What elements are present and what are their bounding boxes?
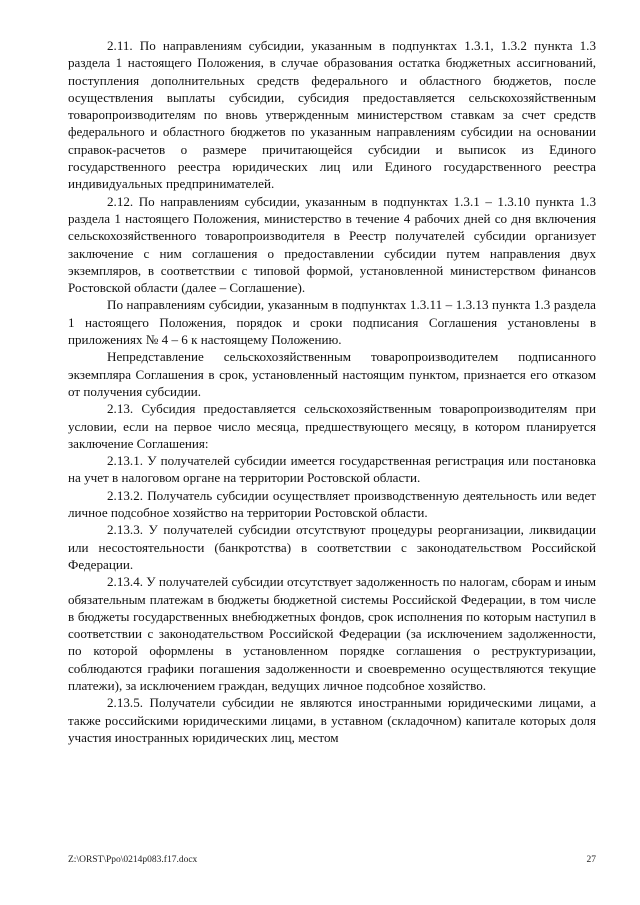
paragraph-2-12: 2.12. По направлениям субсидии, указанным в подпунктах 1.3.1 – 1.3.10 пункта 1.3 раздела 1 настоящего Положения, министерство в течение 4 рабочих дней со дня включения сельскохозяйственного товаропроизводителя в Реестр получателей субсидии организует заключение с ним соглашения о предоставлении субсидии путем направления двух экземпляров, в соответствии с типовой формой, установленной министерством финансов Ростовской области (далее – Соглашение). (68, 193, 596, 296)
paragraph-2-12-signing-terms: По направлениям субсидии, указанным в подпунктах 1.3.11 – 1.3.13 пункта 1.3 раздела 1 настоящего Положения, порядок и сроки подписания Соглашения установлены в приложениях № 4 – 6 к настоящему Положению. (68, 297, 596, 348)
paragraph-2-13-5: 2.13.5. Получатели субсидии не являются иностранными юридическими лицами, а также российскими юридическими лицами, в уставном (складочном) капитале которых доля участия иностранных юридических лиц, местом (68, 695, 596, 745)
document-body (68, 37, 596, 746)
page-number: 27 (586, 855, 596, 865)
footer-file-path: Z:\ORST\Ppo\0214p083.f17.docx (68, 855, 198, 865)
paragraph-2-13-2: 2.13.2. Получатель субсидии осуществляет производственную деятельность или ведет личное подсобное хозяйство на территории Ростовской области. (68, 487, 596, 521)
paragraph-2-12-non-submission: Непредставление сельскохозяйственным товаропроизводителем подписанного экземпляра Соглашения в срок, установленный настоящим пунктом, признается его отказом от получения субсидии. (68, 349, 596, 399)
paragraph-2-13-3: 2.13.3. У получателей субсидии отсутствуют процедуры реорганизации, ликвидации или несостоятельности (банкротства) в соответствии с законодательством Российской Федерации. (68, 522, 596, 572)
paragraph-2-13-4: 2.13.4. У получателей субсидии отсутствует задолженность по налогам, сборам и иным обязательным платежам в бюджеты бюджетной системы Российской Федерации, в том числе в бюджеты государственных внебюджетных фондов, срок исполнения по которым наступил в соответствии с законодательством Российской Федерации (за исключением задолженности, по которой оформлены в установленном порядке соглашения о реструктуризации, соблюдаются графики погашения задолженности и своевременно осуществляются текущие платежи), за исключением граждан, ведущих личное подсобное хозяйство. (68, 574, 596, 693)
page-footer (68, 853, 596, 867)
paragraph-2-13: 2.13. Субсидия предоставляется сельскохозяйственным товаропроизводителям при условии, если на первое число месяца, предшествующего месяцу, в котором планируется заключение Соглашения: (68, 401, 596, 451)
paragraph-2-13-1: 2.13.1. У получателей субсидии имеется государственная регистрация или постановка на учет в налоговом органе на территории Ростовской области. (68, 453, 596, 486)
paragraph-2-11: 2.11. По направлениям субсидии, указанным в подпунктах 1.3.1, 1.3.2 пункта 1.3 раздела 1 настоящего Положения, в случае образования остатка бюджетных ассигнований, поступления дополнительных средств федерального и областного бюджетов, после осуществления выплаты субсидии, субсидия предоставляется сельскохозяйственным товаропроизводителям по вновь утвержденным министерством ставкам за счет средств федерального и областного бюджетов по указанным направлениям субсидии на основании справок-расчетов о размере причитающейся субсидии и выписок из Единого государственного реестра юридических лиц или Единого государственного реестра индивидуальных предпринимателей. (68, 38, 596, 192)
